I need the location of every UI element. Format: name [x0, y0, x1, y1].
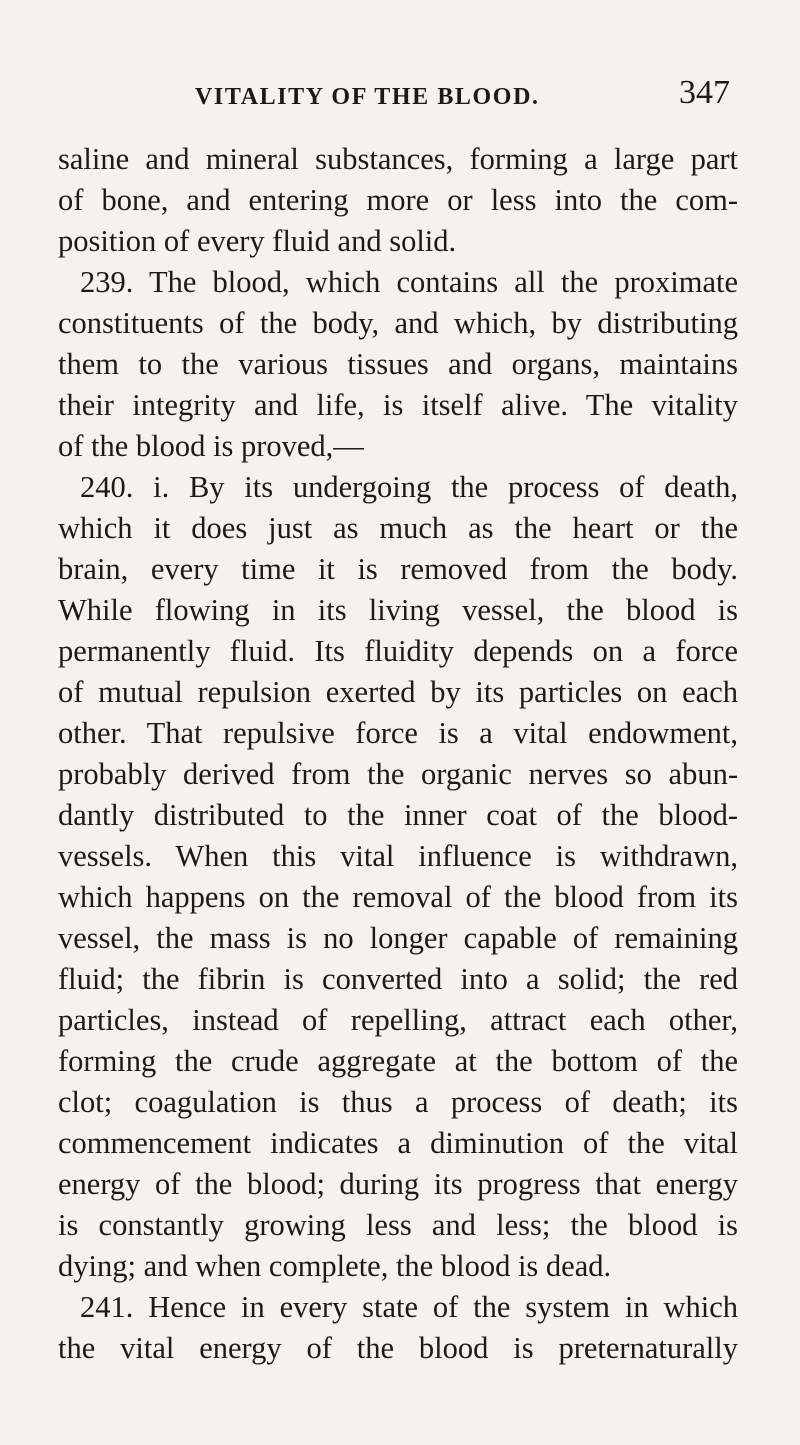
page-header	[130, 72, 730, 112]
text-line: dantly distributed to the inner coat of the blood-	[58, 798, 738, 832]
running-head: VITALITY OF THE BLOOD.	[195, 84, 540, 110]
text-line: the vital energy of the blood is preternaturally	[58, 1331, 738, 1365]
text-line: vessels. When this vital influence is withdrawn,	[58, 839, 738, 873]
text-line: which happens on the removal of the blood from its	[58, 880, 738, 914]
text-line: their integrity and life, is itself alive. The vitality	[58, 388, 738, 422]
text-line: of mutual repulsion exerted by its particles on each	[58, 675, 738, 709]
text-line: other. That repulsive force is a vital endowment,	[58, 716, 738, 750]
text-line: energy of the blood; during its progress that energy	[58, 1167, 738, 1201]
text-line: saline and mineral substances, forming a large part	[58, 142, 738, 176]
text-line: constituents of the body, and which, by distributing	[58, 306, 738, 340]
paragraph-239-start: 239. The blood, which contains all the proximate	[80, 265, 738, 299]
text-line: clot; coagulation is thus a process of death; its	[58, 1085, 738, 1119]
text-line: of the blood is proved,—	[58, 429, 364, 463]
text-line: permanently fluid. Its fluidity depends on a force	[58, 634, 738, 668]
text-line: position of every fluid and solid.	[58, 224, 457, 258]
text-line: commencement indicates a diminution of the vital	[58, 1126, 738, 1160]
text-line: particles, instead of repelling, attract each other,	[58, 1003, 738, 1037]
text-line: which it does just as much as the heart or the	[58, 511, 738, 545]
text-line: forming the crude aggregate at the bottom of the	[58, 1044, 738, 1078]
text-line: is constantly growing less and less; the blood is	[58, 1208, 738, 1242]
text-line: While flowing in its living vessel, the blood is	[58, 593, 738, 627]
text-line: of bone, and entering more or less into the com-	[58, 183, 738, 217]
text-line: them to the various tissues and organs, maintains	[58, 347, 738, 381]
text-line: dying; and when complete, the blood is dead.	[58, 1249, 612, 1283]
text-line: brain, every time it is removed from the body.	[58, 552, 738, 586]
text-line: vessel, the mass is no longer capable of remaining	[58, 921, 738, 955]
paragraph-240-start: 240. i. By its undergoing the process of death,	[80, 470, 738, 504]
page-number: 347	[679, 74, 730, 111]
text-line: fluid; the fibrin is converted into a solid; the red	[58, 962, 738, 996]
text-line: probably derived from the organic nerves so abun-	[58, 757, 738, 791]
paragraph-241-start: 241. Hence in every state of the system in which	[80, 1290, 738, 1324]
